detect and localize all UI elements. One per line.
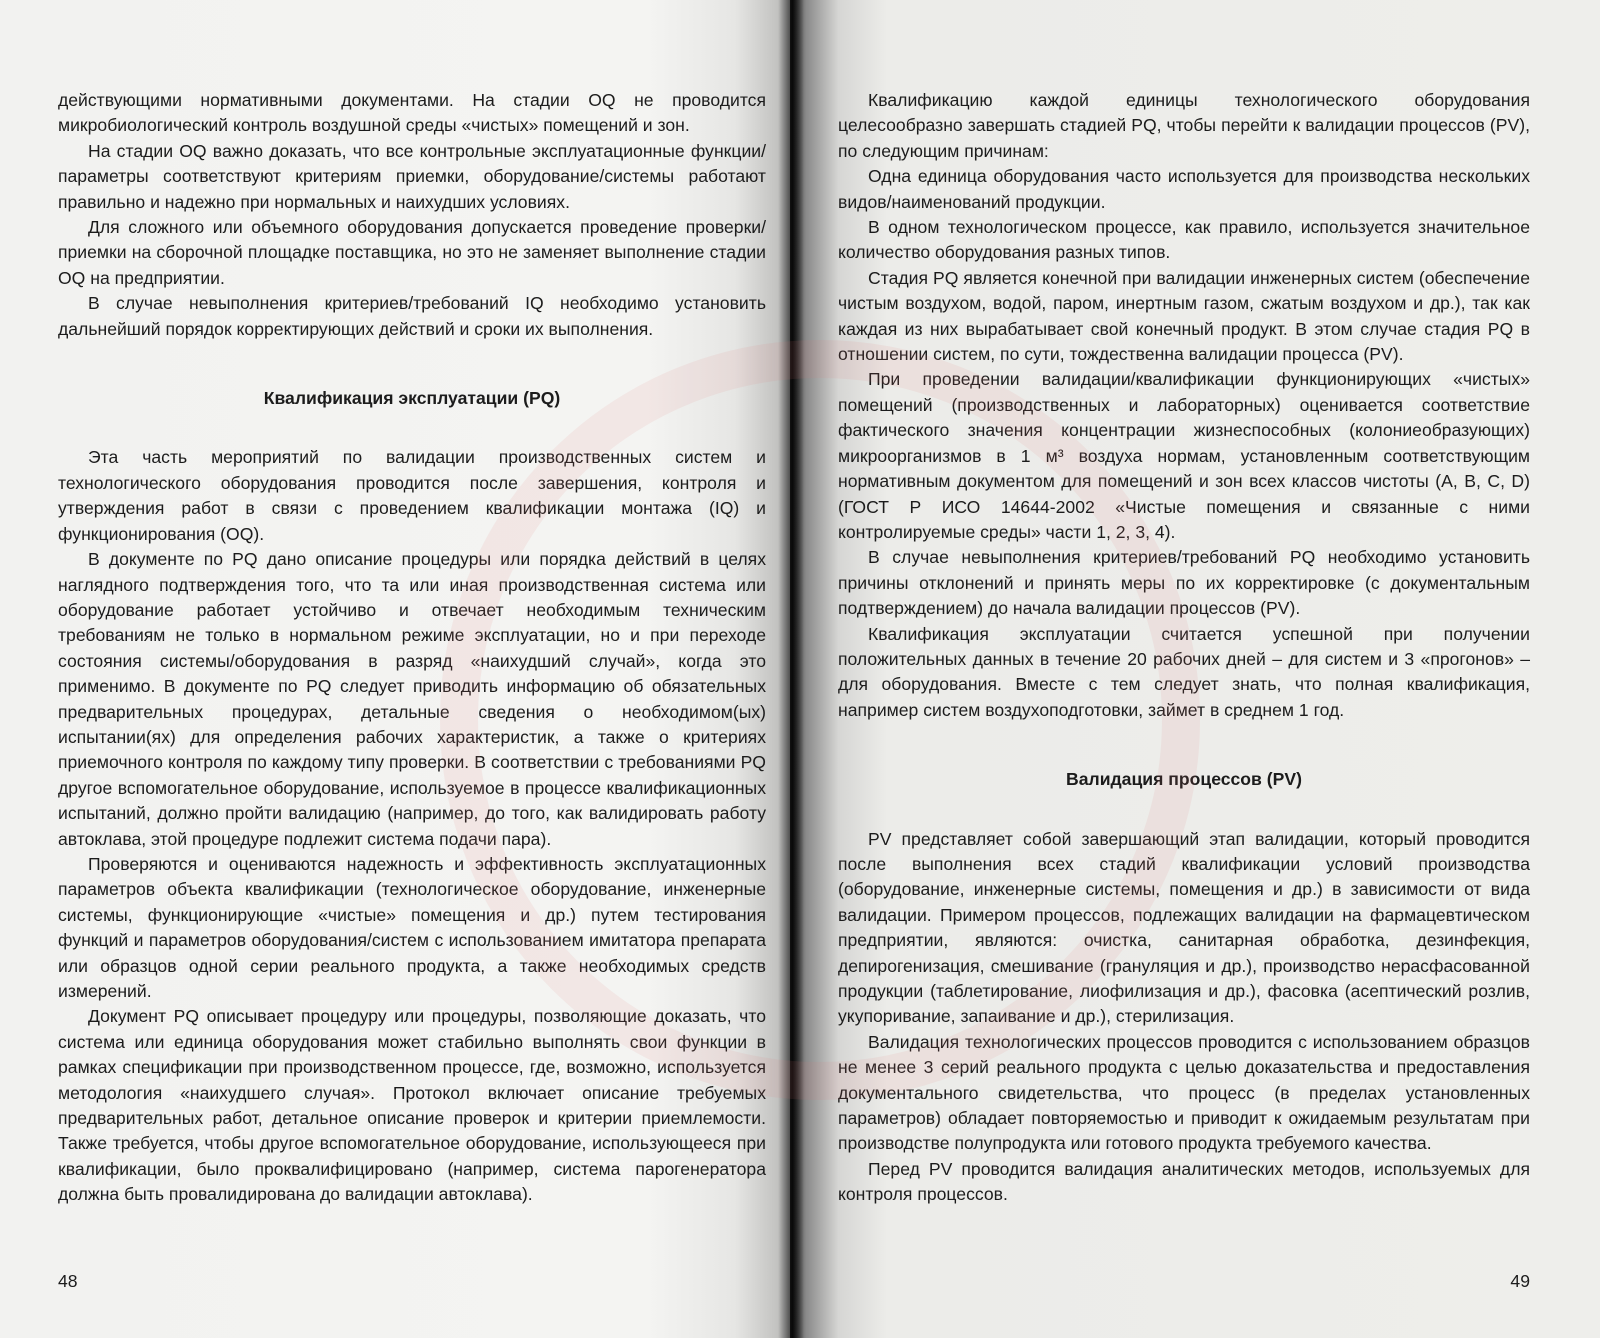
paragraph: Одна единица оборудования часто используется для производства нескольких видов/наименований продукции. [838,166,1530,212]
paragraph: В случае невыполнения критериев/требований PQ необходимо установить причины отклонений и принять меры по их корректировке (с документальным подтверждением) до начала валидации процессов (PV). [838,547,1530,619]
paragraph: действующими нормативными документами. На стадии OQ не проводится микробиологический контроль воздушной среды «чистых» помещений и зон. [58,90,766,136]
paragraph: Проверяются и оцениваются надежность и эффективность эксплуатационных параметров объекта квалификации (технологическое оборудование, инженерные системы, функционирующие «чистые» помещения и др.) путем тестирования функций и параметров оборудования/систем с использованием имитатора препарата или образцов одной серии реального продукта, а также необходимых средств измерений. [58,853,766,1001]
paragraph: При проведении валидации/квалификации функционирующих «чистых» помещений (производственных и лабораторных) оценивается соответствие фактического значения концентрации жизнеспособных (колониеобразующих) микроорганизмов в 1 м³ воздуха нормам, установленным соответствующим нормативным документом для помещений и зон всех классов чистоты (A, B, C, D) (ГОСТ Р ИСО 14644-2002 «Чистые помещения и связанные с ними контролируемые среды» части 1, 2, 3, 4). [838,369,1530,542]
paragraph: В документе по PQ дано описание процедуры или порядка действий в целях наглядного подтверждения того, что та или иная производственная система или оборудование работает устойчиво и отвечает необходимым техническим требованиям не только в нормальном режиме эксплуатации, но и при переходе состояния системы/оборудования в разряд «наихудший случай», когда это применимо. В документе по PQ следует приводить информацию об обязательных предварительных процедурах, детальные сведения о необходимом(ых) испытании(ях) для определения рабочих характеристик, а также о критериях приемочного контроля по каждому типу проверки. В соответствии с требованиями PQ другое вспомогательное оборудование, используемое в процессе квалификационных испытаний, должно пройти валидацию (например, до того, как валидировать работу автоклава, этой процедуре подлежит система подачи пара). [58,549,766,849]
paragraph: Документ PQ описывает процедуру или процедуры, позволяющие доказать, что система или единица оборудования может стабильно выполнять свои функции в рамках спецификации при производственном процессе, где, возможно, используется методология «наихудшего случая». Протокол включает описание требуемых предварительных работ, детальное описание проверок и критерии приемлемости. Также требуется, чтобы другое вспомогательное оборудование, использующееся при квалификации, было проквалифицировано (например, система парогенератора должна быть провалидирована до валидации автоклава). [58,1006,766,1205]
paragraph: Эта часть мероприятий по валидации производственных систем и технологического оборудования проводится после завершения, контроля и утверждения работ в связи с проведением квалификации монтажа (IQ) и функционирования (OQ). [58,447,766,544]
paragraph: На стадии OQ важно доказать, что все контрольные эксплуатационные функции/параметры соответствуют критериям приемки, оборудование/системы работают правильно и надежно при нормальных и наихудших условиях. [58,140,766,212]
page-number-left: 48 [58,1271,78,1291]
paragraph: Для сложного или объемного оборудования допускается проведение проверки/приемки на сборочной площадке поставщика, но это не заменяет выполнение стадии OQ на предприятии. [58,217,766,288]
left-page-body [58,88,766,1208]
paragraph: Квалификация эксплуатации считается успешной при получении положительных данных в течение 20 рабочих дней – для систем и 3 «прогонов» – для оборудования. Вместе с тем следует знать, что полная квалификация, например систем воздухоподготовки, займет в среднем 1 год. [838,623,1530,720]
section-heading-pq: Квалификация эксплуатации (PQ) [263,388,561,409]
paragraph: Квалификацию каждой единицы технологического оборудования целесообразно завершать стадией PQ, чтобы перейти к валидации процессов (PV), по следующим причинам: [838,90,1530,161]
page-number-right: 49 [1510,1271,1530,1291]
right-page-body [838,88,1530,1208]
paragraph: Валидация технологических процессов проводится с использованием образцов не менее 3 серий реального продукта с целью доказательства и предоставления документального свидетельства, что процесс (в пределах установленных параметров) обладает повторяемостью и приводит к ожидаемым результатам при производстве полупродукта или готового продукта требуемого качества. [838,1031,1530,1154]
paragraph: Стадия PQ является конечной при валидации инженерных систем (обеспечение чистым воздухом, водой, паром, инертным газом, сжатым воздухом и др.), так как каждая из них вырабатывает свой конечный продукт. В этом случае стадия PQ в отношении систем, по сути, тождественна валидации процесса (PV). [838,267,1530,365]
left-page [0,0,790,1338]
paragraph: PV представляет собой завершающий этап валидации, который проводится после выполнения всех стадий квалификации условий производства (оборудование, инженерные системы, помещения и др.) в зависимости от вида валидации. Примером процессов, подлежащих валидации на фармацевтическом предприятии, являются: очистка, санитарная обработка, дезинфекция, депирогенизация, смешивание (грануляция и др.), производство нерасфасованной продукции (таблетирование, лиофилизация и др.), фасовка (асептический розлив, укупоривание, запаивание и др.), стерилизация. [838,828,1530,1027]
paragraph: Перед PV проводится валидация аналитических методов, используемых для контроля процессов. [838,1158,1530,1205]
section-heading-pv: Валидация процессов (PV) [1066,769,1302,790]
paragraph: В случае невыполнения критериев/требований IQ необходимо установить дальнейший порядок корректирующих действий и сроки их выполнения. [58,293,766,339]
book-gutter-shadow [778,0,804,1338]
paragraph: В одном технологическом процессе, как правило, используется значительное количество оборудования разных типов. [838,217,1530,263]
right-page [790,0,1600,1338]
